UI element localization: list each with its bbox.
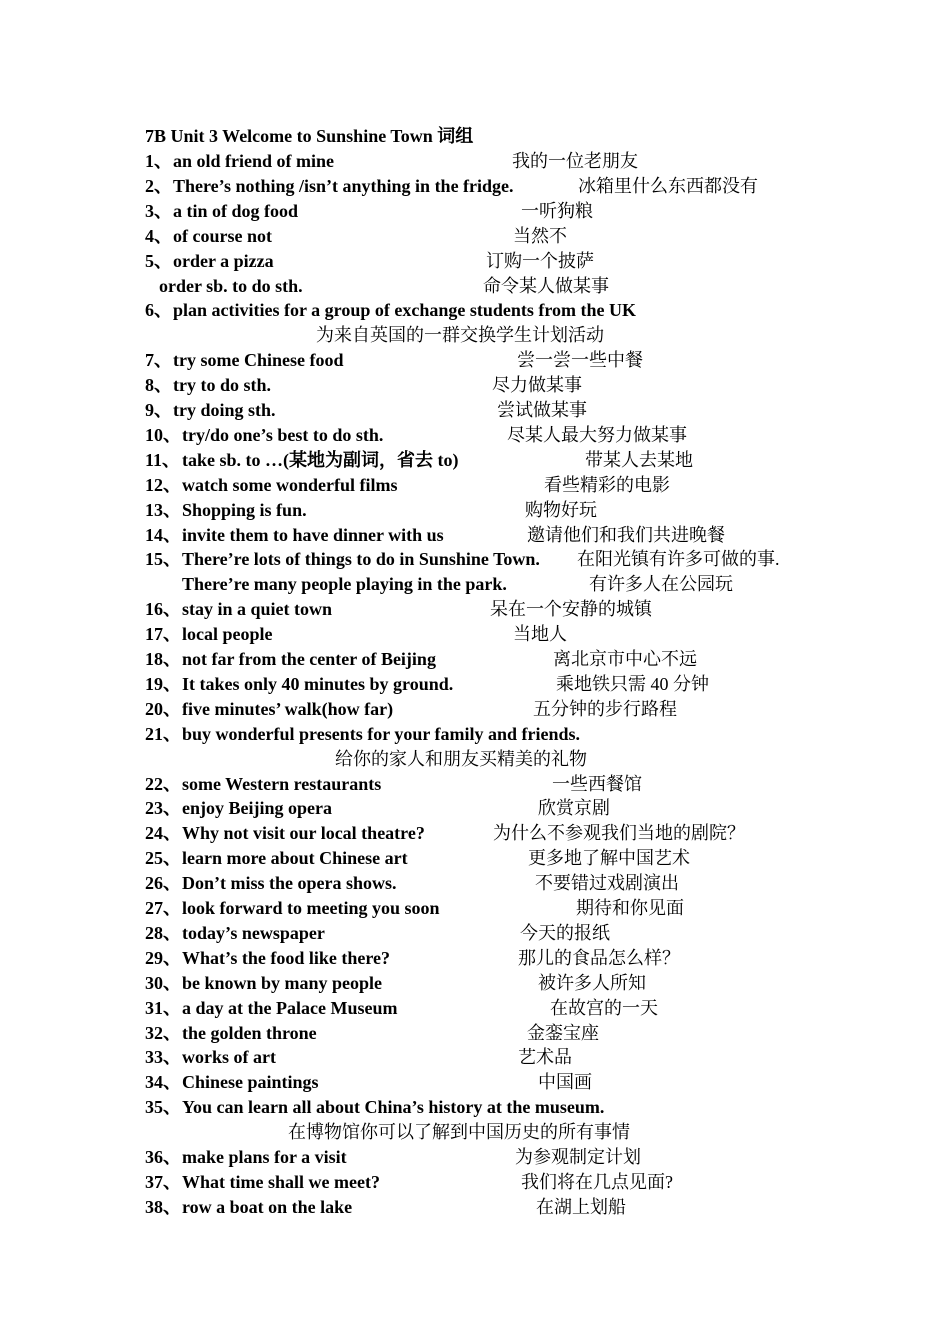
phrase-chinese: 给你的家人和朋友买精美的礼物 <box>335 748 587 769</box>
phrase-english: be known by many people <box>182 972 383 993</box>
phrase-number: 37、 <box>145 1171 181 1192</box>
phrase-english: of course not <box>173 225 272 246</box>
phrase-chinese: 在博物馆你可以了解到中国历史的所有事情 <box>288 1122 630 1143</box>
phrase-number: 22、 <box>145 773 181 794</box>
phrase-number: 12、 <box>145 474 181 495</box>
phrase-number: 24、 <box>145 823 181 844</box>
phrase-number: 38、 <box>145 1196 181 1217</box>
phrase-chinese: 为来自英国的一群交换学生计划活动 <box>316 325 604 346</box>
phrase-english: You can learn all about China’s history at the museum. <box>182 1097 605 1118</box>
phrase-number: 6、 <box>145 300 172 321</box>
title-text: 7B Unit 3 Welcome to Sunshine Town 词组 <box>145 126 474 146</box>
phrase-english: an old friend of mine <box>173 151 335 171</box>
phrase-english: buy wonderful presents for your family and friends. <box>182 723 581 744</box>
phrase-english: row a boat on the lake <box>182 1196 353 1217</box>
phrase-chinese: 在湖上划船 <box>536 1196 626 1217</box>
phrase-english: Shopping is fun. <box>182 499 307 520</box>
phrase-chinese: 一些西餐馆 <box>552 773 642 794</box>
phrase-english: What’s the food like there? <box>182 947 390 968</box>
phrase-chinese: 购物好玩 <box>525 499 597 520</box>
phrase-chinese: 尽某人最大努力做某事 <box>507 424 687 445</box>
phrase-english: There’s nothing /isn’t anything in the fridge. <box>173 175 514 196</box>
phrase-english: plan activities for a group of exchange students from the UK <box>173 300 636 321</box>
phrase-chinese: 当地人 <box>513 624 567 645</box>
phrase-number: 11、 <box>145 449 181 470</box>
phrase-english: make plans for a visit <box>182 1147 347 1167</box>
phrase-number: 29、 <box>145 947 181 968</box>
phrase-english: look forward to meeting you soon <box>182 898 440 918</box>
phrase-english: invite them to have dinner with us <box>182 524 444 545</box>
phrase-chinese: 今天的报纸 <box>520 922 610 943</box>
phrase-english: order sb. to do sth. <box>159 275 303 296</box>
phrase-english: try some Chinese food <box>173 350 344 371</box>
phrase-english: today’s newspaper <box>182 922 325 943</box>
phrase-number: 33、 <box>145 1047 181 1068</box>
phrase-chinese: 五分钟的步行路程 <box>533 698 677 719</box>
phrase-english: order a pizza <box>173 250 274 271</box>
phrase-chinese: 有许多人在公园玩 <box>589 574 733 595</box>
phrase-english: a tin of dog food <box>173 200 299 221</box>
phrase-number: 14、 <box>145 524 181 545</box>
phrase-chinese: 为什么不参观我们当地的剧院？ <box>493 823 745 844</box>
phrase-english: five minutes’ walk(how far) <box>182 698 394 719</box>
phrase-chinese: 尝试做某事 <box>497 400 587 420</box>
phrase-english: There’re many people playing in the park. <box>182 574 507 595</box>
phrase-number: 9、 <box>145 400 172 420</box>
phrase-chinese: 欣赏京剧 <box>538 798 610 819</box>
phrase-chinese: 一听狗粮 <box>521 200 593 221</box>
phrase-number: 15、 <box>145 549 181 570</box>
phrase-number: 2、 <box>145 175 172 196</box>
phrase-number: 35、 <box>145 1097 181 1118</box>
phrase-number: 8、 <box>145 375 172 396</box>
phrase-english: try doing sth. <box>173 400 276 420</box>
phrase-chinese: 在阳光镇有许多可做的事. <box>577 549 780 570</box>
phrase-chinese: 看些精彩的电影 <box>544 474 670 495</box>
phrase-chinese: 为参观制定计划 <box>515 1147 641 1167</box>
phrase-number: 36、 <box>145 1147 181 1167</box>
phrase-english: take sb. to …(某地为副词，省去 to) <box>182 449 459 470</box>
phrase-number: 26、 <box>145 873 181 894</box>
phrase-chinese: 在故宫的一天 <box>550 997 658 1018</box>
phrase-number: 3、 <box>145 200 172 221</box>
phrase-english: a day at the Palace Museum <box>182 997 398 1018</box>
phrase-english: It takes only 40 minutes by ground. <box>182 673 454 694</box>
phrase-chinese: 我的一位老朋友 <box>512 151 638 171</box>
phrase-chinese: 我们将在几点见面? <box>521 1171 673 1192</box>
phrase-chinese: 不要错过戏剧演出 <box>535 873 679 894</box>
phrase-number: 19、 <box>145 673 181 694</box>
phrase-number: 28、 <box>145 922 181 943</box>
phrase-english: local people <box>182 624 273 645</box>
phrase-english: the golden throne <box>182 1022 317 1043</box>
phrase-number: 17、 <box>145 624 181 645</box>
phrase-english: learn more about Chinese art <box>182 848 408 869</box>
phrase-number: 31、 <box>145 997 181 1018</box>
phrase-number: 1、 <box>145 151 172 171</box>
phrase-chinese: 离北京市中心不远 <box>553 649 697 669</box>
phrase-english: not far from the center of Beijing <box>182 649 436 669</box>
phrase-chinese: 金銮宝座 <box>527 1022 599 1043</box>
phrase-number: 5、 <box>145 250 172 271</box>
phrase-chinese: 冰箱里什么东西都没有 <box>578 175 758 196</box>
phrase-chinese: 尽力做某事 <box>492 375 582 396</box>
phrase-chinese: 命令某人做某事 <box>483 275 609 296</box>
phrase-chinese: 带某人去某地 <box>585 449 693 470</box>
phrase-chinese: 期待和你见面 <box>576 898 684 918</box>
phrase-number: 20、 <box>145 698 181 719</box>
phrase-number: 30、 <box>145 972 181 993</box>
phrase-number: 13、 <box>145 499 181 520</box>
phrase-number: 27、 <box>145 898 181 918</box>
phrase-english: some Western restaurants <box>182 773 382 794</box>
phrase-number: 4、 <box>145 225 172 246</box>
phrase-number: 25、 <box>145 848 181 869</box>
phrase-number: 23、 <box>145 798 181 819</box>
phrase-english: try to do sth. <box>173 375 271 396</box>
phrase-english: Why not visit our local theatre? <box>182 823 425 844</box>
phrase-english: stay in a quiet town <box>182 599 333 620</box>
phrase-number: 21、 <box>145 723 181 744</box>
phrase-chinese: 那儿的食品怎么样？ <box>518 947 680 968</box>
phrase-chinese: 更多地了解中国艺术 <box>528 848 690 869</box>
phrase-number: 34、 <box>145 1072 181 1093</box>
phrase-chinese: 订购一个披萨 <box>486 250 594 271</box>
phrase-number: 10、 <box>145 424 181 445</box>
phrase-english: What time shall we meet? <box>182 1171 380 1192</box>
phrase-english: Don’t miss the opera shows. <box>182 873 397 894</box>
phrase-english: try/do one’s best to do sth. <box>182 424 384 445</box>
phrase-number: 32、 <box>145 1022 181 1043</box>
phrase-chinese: 被许多人所知 <box>538 972 646 993</box>
phrase-chinese: 呆在一个安静的城镇 <box>490 599 652 620</box>
phrase-number: 7、 <box>145 350 172 371</box>
phrase-english: works of art <box>182 1047 276 1068</box>
phrase-chinese: 邀请他们和我们共进晚餐 <box>527 524 725 545</box>
phrase-number: 18、 <box>145 649 181 669</box>
phrase-english: watch some wonderful films <box>182 474 398 495</box>
phrase-chinese: 尝一尝一些中餐 <box>517 350 643 371</box>
phrase-english: There’re lots of things to do in Sunshine Town. <box>182 549 540 570</box>
phrase-english: enjoy Beijing opera <box>182 798 332 819</box>
phrase-chinese: 艺术品 <box>518 1047 572 1068</box>
phrase-number: 16、 <box>145 599 181 620</box>
phrase-chinese: 中国画 <box>538 1072 592 1093</box>
phrase-chinese: 当然不 <box>513 225 567 246</box>
phrase-english: Chinese paintings <box>182 1072 319 1093</box>
phrase-chinese: 乘地铁只需 40 分钟 <box>556 673 709 694</box>
